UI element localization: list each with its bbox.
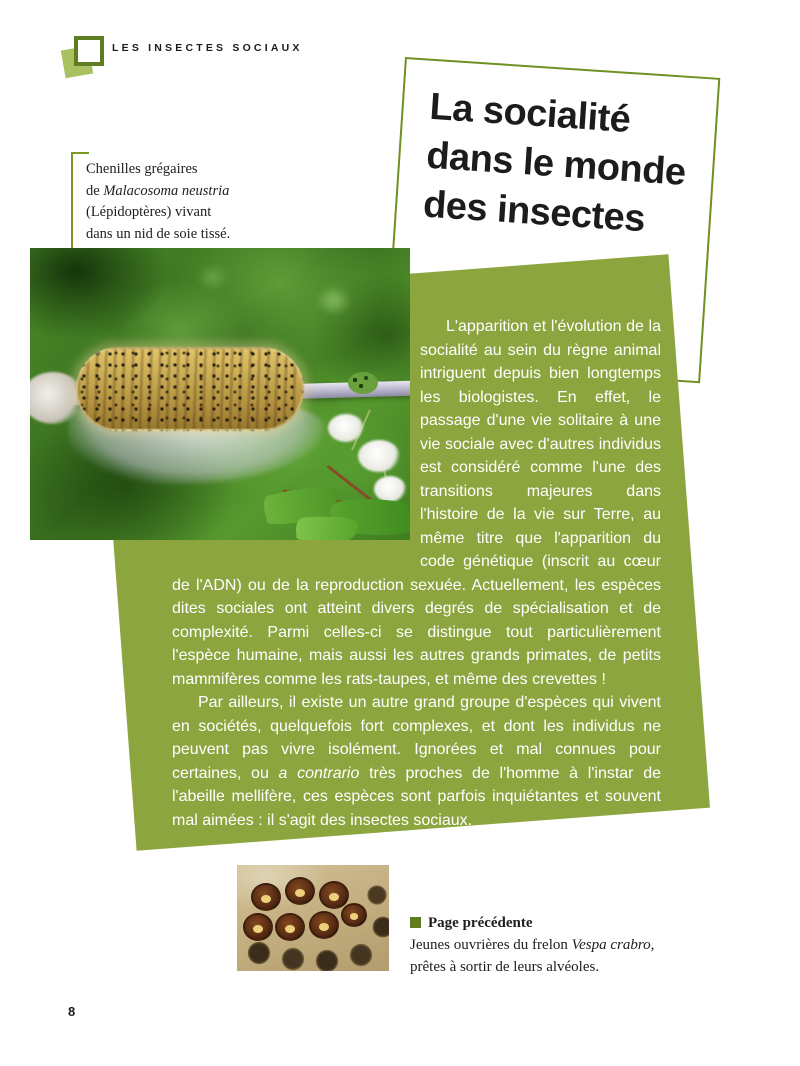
photo-hornet-head xyxy=(285,877,315,905)
chapter-title-line-2: dans le monde xyxy=(425,134,687,194)
chapter-title-line-3: des insectes xyxy=(421,183,647,241)
body-text xyxy=(172,315,661,832)
photo-hornet-head xyxy=(251,883,281,911)
note-line-1-prefix: Jeunes ouvrières du frelon xyxy=(410,937,572,953)
main-photo-caption xyxy=(86,159,296,245)
note-line-1-suffix: , xyxy=(650,937,655,953)
photo-hornet-head xyxy=(341,903,367,927)
photo-hornet-head xyxy=(319,881,349,909)
series-logo-overlapping-squares-icon xyxy=(60,33,120,93)
green-square-bullet-icon xyxy=(410,917,421,928)
photo-hornet-head xyxy=(275,913,305,941)
caption-species-name: Malacosoma neustria xyxy=(103,182,230,199)
page-number: 8 xyxy=(68,1004,76,1019)
caption-line-2-prefix: de xyxy=(86,182,104,199)
previous-page-label: Page précédente xyxy=(428,915,533,931)
caption-line-1: Chenilles grégaires xyxy=(86,161,198,177)
body-paragraph-2-latin: a contrario xyxy=(278,764,360,782)
chapter-title xyxy=(396,59,719,248)
chapter-title-line-1: La socialité xyxy=(428,85,632,142)
body-paragraph-2 xyxy=(172,691,661,832)
photo-wrap-spacer xyxy=(172,315,420,567)
body-paragraph-1-text: L'apparition et l'évolution de la socialité au sein du règne animal intriguent depuis bien longtemps les biologistes. En effet, le passage d'une vie solitaire à une vie sociale avec d'autres individus est considéré comme l'une des transitions majeures dans l'histoire de la vie sur Terre, au même titre que l'apparition du code génétique (inscrit au cœur de l'ADN) ou de la reproduction sexuée. Actuellement, les espèces dites sociales ont atteint divers degrés de spécialisation et de complexité. Parmi celles-ci se distingue tout particulièrement l'espèce humaine, mais aussi les autres grands primates, de petits mammifères comme les rats-taupes, et même des crevettes ! xyxy=(172,318,661,688)
logo-outline-square xyxy=(74,36,104,66)
photo-hornet-head xyxy=(243,913,273,941)
photo-hornet-head xyxy=(309,911,339,939)
bottom-photo-hornets-in-comb xyxy=(237,865,389,971)
series-title: LES INSECTES SOCIAUX xyxy=(112,42,303,54)
previous-page-note xyxy=(410,912,740,978)
body-paragraph-2-text-a: Par ailleurs, il existe un autre grand groupe d'espèces qui vivent en sociétés, quelquefois fort complexes, et dont les individus ne peuvent pas vivre isolément. Ignorées et mal connues pour certaines, ou xyxy=(172,694,661,782)
caption-bracket-vertical xyxy=(71,152,73,248)
caption-line-4: dans un nid de soie tissé. xyxy=(86,225,231,242)
body-paragraph-2-text-b: très proches de l'homme à l'instar de l'abeille mellifère, ces espèces sont parfois inquiétantes et souvent mal aimées : il s'agit des insectes sociaux. xyxy=(172,764,661,829)
note-species-name: Vespa crabro xyxy=(571,937,651,953)
caption-bracket-horizontal xyxy=(71,152,89,154)
caption-line-3: (Lépidoptères) vivant xyxy=(86,204,212,220)
note-line-2: prêtes à sortir de leurs alvéoles. xyxy=(410,959,600,975)
